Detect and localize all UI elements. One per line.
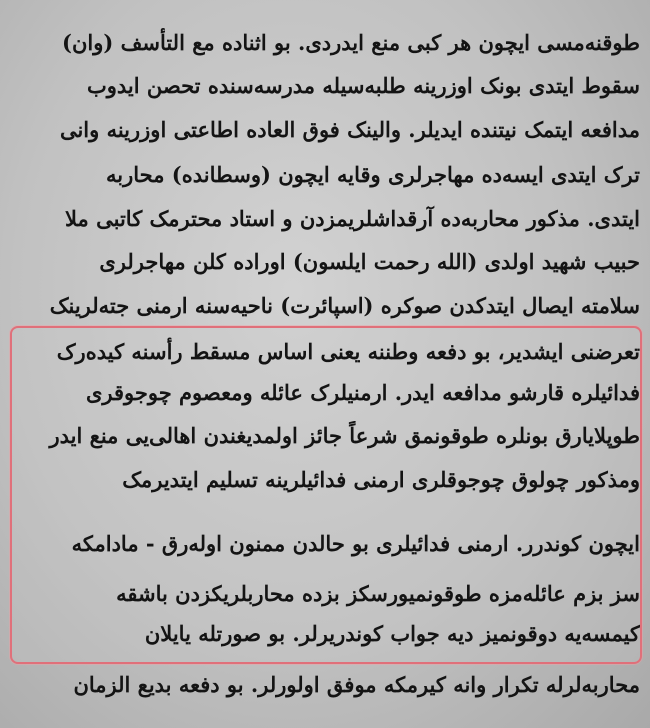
text-line: مدافعه ایتمک نیتنده ایدیلر. والینک فوق العاده اطاعتی اوزرینه وانی — [59, 117, 640, 142]
text-line: فدائیلره قارشو مدافعه ایدر. ارمنیلرک عائله ومعصوم چوجوقری — [85, 380, 640, 405]
text-line: سز بزم عائله‌مزه طوقونمیورسکز بزده محاربلریکزدن باشقه — [116, 581, 640, 606]
text-line: سقوط ایتدی بونک اوزرینه طلبه‌سیله مدرسه‌سنده تحصن ایدوب — [86, 73, 640, 98]
text-line: ومذکور چولوق چوجوقلری ارمنی فدائیلرینه تسلیم ایتدیرمک — [122, 467, 640, 492]
text-line: ایچون کوندرر. ارمنی فدائیلری بو حالدن ممنون اولەرق - مادامکه — [71, 531, 640, 556]
text-line: ترک ایتدی ایسه‌ده مهاجرلری وقایه ایچون (وسطانده) محاربه — [106, 162, 640, 187]
text-line: کیمسه‌یه دوقونمیز دیه جواب کوندریرلر. بو صورتله یایلان — [144, 621, 640, 646]
text-line: ایتدی. مذکور محاربه‌ده آرقداشلریمزدن و استاد محترمک کاتبی ملا — [65, 206, 640, 231]
text-line: سلامته ایصال ایتدکدن صوکره (اسپائرت) ناحیه‌سنه ارمنی جته‌لرینک — [49, 293, 640, 318]
text-line: محاربه‌لرله تکرار وانه کیرمکه موفق اولورلر. بو دفعه بدیع الزمان — [73, 672, 640, 697]
text-line: تعرضنی ایشدیر، بو دفعه وطننه یعنی اساس مسقط رأسنه کیدەرک — [56, 339, 640, 364]
text-line: طوپلایارق بونلره طوقونمق شرعاً جائز اولمدیغندن اهالی‌یی منع ایدر — [49, 423, 640, 448]
text-line: طوقنه‌مسی ایچون هر کبی منع ایدردی. بو اثناده مع التأسف (وان) — [62, 30, 640, 55]
text-line: حبیب شهید اولدی (الله رحمت ایلسون) اوراده کلن مهاجرلری — [99, 249, 640, 274]
